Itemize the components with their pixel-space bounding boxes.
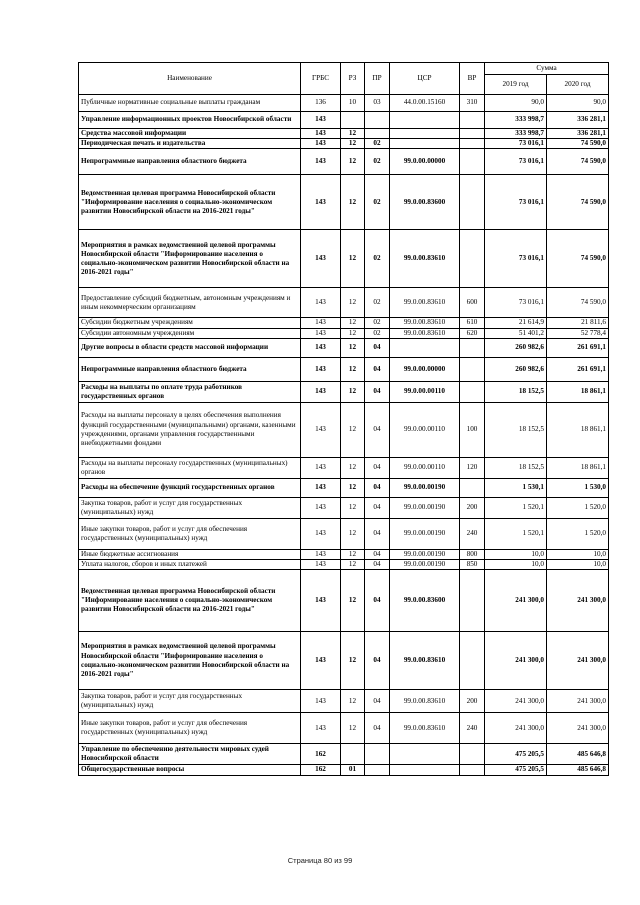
cell-2019: 333 998,7 <box>485 112 547 129</box>
cell-2020: 261 691,1 <box>547 357 609 381</box>
cell-name: Мероприятия в рамках ведомственной целевой программы Новосибирской области "Информирование населения о социально-экономическом развитии Новосибирской области на 2016-2021 годы" <box>79 632 301 690</box>
cell-rz: 12 <box>341 381 365 402</box>
cell-2019: 10,0 <box>485 560 547 570</box>
table-row <box>79 338 609 357</box>
cell-2019: 10,0 <box>485 549 547 559</box>
cell-2019: 241 300,0 <box>485 632 547 690</box>
cell-rz: 12 <box>341 560 365 570</box>
cell-pr: 04 <box>365 632 390 690</box>
table-row <box>79 744 609 765</box>
cell-rz <box>341 112 365 129</box>
cell-grbs: 143 <box>301 357 341 381</box>
table-row <box>79 690 609 713</box>
cell-2019: 73 016,1 <box>485 288 547 318</box>
cell-csr: 99.0.00.83600 <box>390 570 460 632</box>
cell-grbs: 143 <box>301 149 341 175</box>
cell-name: Расходы на выплаты персоналу государственных (муниципальных) органов <box>79 457 301 478</box>
cell-rz: 12 <box>341 328 365 338</box>
cell-rz: 12 <box>341 690 365 713</box>
cell-grbs: 143 <box>301 112 341 129</box>
cell-csr: 99.0.00.00110 <box>390 457 460 478</box>
cell-grbs: 162 <box>301 765 341 775</box>
cell-vr: 100 <box>460 402 485 457</box>
table-row <box>79 549 609 559</box>
header-2020: 2020 год <box>547 75 609 95</box>
cell-name: Непрограммные направления областного бюджета <box>79 357 301 381</box>
cell-csr: 99.0.00.00190 <box>390 560 460 570</box>
cell-vr <box>460 338 485 357</box>
header-rz: РЗ <box>341 63 365 95</box>
cell-grbs: 143 <box>301 139 341 149</box>
cell-grbs: 143 <box>301 402 341 457</box>
cell-2019: 73 016,1 <box>485 230 547 288</box>
cell-rz: 12 <box>341 230 365 288</box>
cell-grbs: 143 <box>301 570 341 632</box>
table-body <box>79 95 609 776</box>
cell-csr <box>390 129 460 139</box>
cell-csr: 99.0.00.83610 <box>390 288 460 318</box>
cell-2019: 260 982,6 <box>485 338 547 357</box>
cell-csr: 44.0.00.15160 <box>390 95 460 112</box>
page-footer: Страница 80 из 99 <box>287 856 353 865</box>
cell-name: Иные закупки товаров, работ и услуг для обеспечения государственных (муниципальных) нужд <box>79 518 301 549</box>
cell-2020: 18 861,1 <box>547 381 609 402</box>
table-row <box>79 402 609 457</box>
budget-table <box>78 62 609 776</box>
cell-rz: 12 <box>341 570 365 632</box>
cell-grbs: 143 <box>301 175 341 230</box>
cell-csr: 99.0.00.00000 <box>390 149 460 175</box>
cell-vr <box>460 175 485 230</box>
table-row <box>79 129 609 139</box>
table-row <box>79 765 609 775</box>
cell-csr: 99.0.00.00190 <box>390 478 460 497</box>
cell-grbs: 143 <box>301 632 341 690</box>
cell-pr: 04 <box>365 560 390 570</box>
cell-name: Средства массовой информации <box>79 129 301 139</box>
cell-grbs: 143 <box>301 288 341 318</box>
cell-pr <box>365 129 390 139</box>
cell-2020: 1 530,0 <box>547 478 609 497</box>
cell-name: Закупка товаров, работ и услуг для государственных (муниципальных) нужд <box>79 690 301 713</box>
cell-csr: 99.0.00.00190 <box>390 497 460 518</box>
cell-grbs: 143 <box>301 381 341 402</box>
cell-2020: 90,0 <box>547 95 609 112</box>
cell-pr: 02 <box>365 149 390 175</box>
cell-rz: 12 <box>341 632 365 690</box>
cell-2019: 475 205,5 <box>485 744 547 765</box>
cell-name: Субсидии бюджетным учреждениям <box>79 318 301 328</box>
cell-csr <box>390 744 460 765</box>
table-row <box>79 175 609 230</box>
cell-grbs: 143 <box>301 478 341 497</box>
cell-grbs: 143 <box>301 338 341 357</box>
table-row <box>79 497 609 518</box>
header-sum: Сумма <box>485 63 609 75</box>
cell-2019: 241 300,0 <box>485 713 547 744</box>
table-row <box>79 632 609 690</box>
table-row <box>79 112 609 129</box>
cell-2020: 10,0 <box>547 549 609 559</box>
table-row <box>79 560 609 570</box>
cell-2019: 18 152,5 <box>485 381 547 402</box>
table-row <box>79 288 609 318</box>
cell-rz <box>341 744 365 765</box>
cell-csr: 99.0.00.00110 <box>390 381 460 402</box>
cell-2020: 52 778,4 <box>547 328 609 338</box>
cell-2020: 241 300,0 <box>547 690 609 713</box>
cell-2020: 241 300,0 <box>547 713 609 744</box>
cell-2020: 10,0 <box>547 560 609 570</box>
cell-2020: 336 281,1 <box>547 129 609 139</box>
cell-2019: 241 300,0 <box>485 570 547 632</box>
cell-2019: 21 614,9 <box>485 318 547 328</box>
cell-name: Периодическая печать и издательства <box>79 139 301 149</box>
cell-2020: 74 590,0 <box>547 139 609 149</box>
cell-vr: 200 <box>460 497 485 518</box>
cell-2019: 333 998,7 <box>485 129 547 139</box>
cell-2019: 260 982,6 <box>485 357 547 381</box>
cell-grbs: 143 <box>301 560 341 570</box>
cell-csr: 99.0.00.83610 <box>390 318 460 328</box>
cell-pr: 02 <box>365 288 390 318</box>
cell-csr: 99.0.00.00110 <box>390 402 460 457</box>
cell-pr: 03 <box>365 95 390 112</box>
cell-pr: 02 <box>365 139 390 149</box>
cell-name: Мероприятия в рамках ведомственной целевой программы Новосибирской области "Информирование населения о социально-экономическом развитии Новосибирской области на 2016-2021 годы" <box>79 230 301 288</box>
cell-2020: 336 281,1 <box>547 112 609 129</box>
cell-name: Общегосударственные вопросы <box>79 765 301 775</box>
cell-2019: 241 300,0 <box>485 690 547 713</box>
cell-rz: 12 <box>341 402 365 457</box>
cell-pr: 04 <box>365 518 390 549</box>
cell-2020: 1 520,0 <box>547 518 609 549</box>
cell-2019: 90,0 <box>485 95 547 112</box>
cell-csr: 99.0.00.83600 <box>390 175 460 230</box>
cell-vr: 240 <box>460 518 485 549</box>
cell-vr <box>460 230 485 288</box>
cell-name: Субсидии автономным учреждениям <box>79 328 301 338</box>
cell-vr <box>460 129 485 139</box>
table-row <box>79 518 609 549</box>
cell-pr: 04 <box>365 549 390 559</box>
cell-name: Расходы на выплаты персоналу в целях обеспечения выполнения функций государственными (муниципальными) органами, казенными учреждениями, органами управления государственными внебюджетными фондами <box>79 402 301 457</box>
cell-pr: 02 <box>365 175 390 230</box>
cell-name: Расходы на обеспечение функций государственных органов <box>79 478 301 497</box>
cell-csr: 99.0.00.83610 <box>390 690 460 713</box>
cell-vr <box>460 478 485 497</box>
cell-2019: 1 520,1 <box>485 518 547 549</box>
table-row <box>79 328 609 338</box>
cell-pr: 04 <box>365 690 390 713</box>
cell-pr <box>365 112 390 129</box>
cell-2020: 74 590,0 <box>547 230 609 288</box>
cell-name: Ведомственная целевая программа Новосибирской области "Информирование населения о социально-экономическом развитии Новосибирской области на 2016-2021 годы" <box>79 570 301 632</box>
cell-csr <box>390 112 460 129</box>
header-vr: ВР <box>460 63 485 95</box>
cell-name: Закупка товаров, работ и услуг для государственных (муниципальных) нужд <box>79 497 301 518</box>
cell-2019: 73 016,1 <box>485 175 547 230</box>
cell-vr <box>460 632 485 690</box>
cell-pr: 04 <box>365 457 390 478</box>
cell-pr: 02 <box>365 328 390 338</box>
cell-grbs: 143 <box>301 690 341 713</box>
header-2019: 2019 год <box>485 75 547 95</box>
cell-vr: 610 <box>460 318 485 328</box>
cell-grbs: 143 <box>301 713 341 744</box>
cell-rz: 10 <box>341 95 365 112</box>
cell-name: Управление информационных проектов Новосибирской области <box>79 112 301 129</box>
cell-name: Непрограммные направления областного бюджета <box>79 149 301 175</box>
cell-vr: 620 <box>460 328 485 338</box>
table-row <box>79 457 609 478</box>
cell-2019: 51 401,2 <box>485 328 547 338</box>
cell-name: Управление по обеспечению деятельности мировых судей Новосибирской области <box>79 744 301 765</box>
cell-rz: 12 <box>341 713 365 744</box>
cell-pr: 04 <box>365 338 390 357</box>
cell-csr: 99.0.00.00190 <box>390 549 460 559</box>
cell-vr: 850 <box>460 560 485 570</box>
cell-pr: 04 <box>365 402 390 457</box>
table-row <box>79 478 609 497</box>
cell-pr: 04 <box>365 357 390 381</box>
cell-2020: 18 861,1 <box>547 402 609 457</box>
cell-vr: 120 <box>460 457 485 478</box>
cell-2019: 18 152,5 <box>485 402 547 457</box>
cell-rz: 12 <box>341 175 365 230</box>
table-row <box>79 713 609 744</box>
cell-vr <box>460 570 485 632</box>
cell-2019: 18 152,5 <box>485 457 547 478</box>
cell-rz: 12 <box>341 129 365 139</box>
cell-name: Публичные нормативные социальные выплаты гражданам <box>79 95 301 112</box>
cell-2019: 1 520,1 <box>485 497 547 518</box>
cell-name: Ведомственная целевая программа Новосибирской области "Информирование населения о социально-экономическом развитии Новосибирской области на 2016-2021 годы" <box>79 175 301 230</box>
cell-rz: 01 <box>341 765 365 775</box>
table-row <box>79 139 609 149</box>
cell-name: Иные бюджетные ассигнования <box>79 549 301 559</box>
cell-pr: 04 <box>365 570 390 632</box>
cell-name: Другие вопросы в области средств массовой информации <box>79 338 301 357</box>
cell-name: Уплата налогов, сборов и иных платежей <box>79 560 301 570</box>
table-row <box>79 95 609 112</box>
cell-csr <box>390 338 460 357</box>
table-row <box>79 381 609 402</box>
table-row <box>79 149 609 175</box>
cell-pr: 04 <box>365 713 390 744</box>
cell-grbs: 143 <box>301 497 341 518</box>
cell-vr <box>460 139 485 149</box>
cell-rz: 12 <box>341 338 365 357</box>
cell-vr <box>460 112 485 129</box>
header-pr: ПР <box>365 63 390 95</box>
cell-grbs: 143 <box>301 328 341 338</box>
cell-rz: 12 <box>341 288 365 318</box>
cell-vr: 800 <box>460 549 485 559</box>
cell-2020: 18 861,1 <box>547 457 609 478</box>
cell-vr <box>460 149 485 175</box>
cell-vr <box>460 765 485 775</box>
table-row <box>79 318 609 328</box>
cell-2020: 74 590,0 <box>547 288 609 318</box>
cell-csr: 99.0.00.83610 <box>390 328 460 338</box>
cell-grbs: 162 <box>301 744 341 765</box>
cell-pr: 04 <box>365 497 390 518</box>
header-csr: ЦСР <box>390 63 460 95</box>
cell-csr: 99.0.00.83610 <box>390 632 460 690</box>
cell-csr: 99.0.00.00190 <box>390 518 460 549</box>
table-row <box>79 570 609 632</box>
header-name: Наименование <box>79 63 301 95</box>
cell-vr: 310 <box>460 95 485 112</box>
cell-rz: 12 <box>341 518 365 549</box>
cell-vr <box>460 744 485 765</box>
cell-2020: 241 300,0 <box>547 570 609 632</box>
cell-2020: 261 691,1 <box>547 338 609 357</box>
cell-2020: 1 520,0 <box>547 497 609 518</box>
cell-pr <box>365 765 390 775</box>
cell-rz: 12 <box>341 497 365 518</box>
cell-name: Иные закупки товаров, работ и услуг для обеспечения государственных (муниципальных) нужд <box>79 713 301 744</box>
cell-vr <box>460 381 485 402</box>
table-row <box>79 357 609 381</box>
cell-csr <box>390 765 460 775</box>
cell-grbs: 143 <box>301 549 341 559</box>
cell-grbs: 136 <box>301 95 341 112</box>
cell-name: Предоставление субсидий бюджетным, автономным учреждениям и иным некоммерческим организациям <box>79 288 301 318</box>
cell-vr: 200 <box>460 690 485 713</box>
cell-rz: 12 <box>341 478 365 497</box>
cell-2020: 21 811,6 <box>547 318 609 328</box>
cell-rz: 12 <box>341 457 365 478</box>
cell-2020: 485 646,8 <box>547 765 609 775</box>
cell-pr: 04 <box>365 381 390 402</box>
cell-2019: 1 530,1 <box>485 478 547 497</box>
cell-2019: 73 016,1 <box>485 149 547 175</box>
cell-2020: 74 590,0 <box>547 175 609 230</box>
cell-pr <box>365 744 390 765</box>
cell-2019: 73 016,1 <box>485 139 547 149</box>
cell-grbs: 143 <box>301 457 341 478</box>
cell-rz: 12 <box>341 549 365 559</box>
cell-rz: 12 <box>341 139 365 149</box>
cell-vr: 600 <box>460 288 485 318</box>
cell-pr: 02 <box>365 318 390 328</box>
cell-2019: 475 205,5 <box>485 765 547 775</box>
cell-csr <box>390 139 460 149</box>
cell-grbs: 143 <box>301 129 341 139</box>
cell-grbs: 143 <box>301 518 341 549</box>
cell-2020: 241 300,0 <box>547 632 609 690</box>
cell-vr: 240 <box>460 713 485 744</box>
header-grbs: ГРБС <box>301 63 341 95</box>
cell-csr: 99.0.00.83610 <box>390 713 460 744</box>
cell-2020: 74 590,0 <box>547 149 609 175</box>
cell-2020: 485 646,8 <box>547 744 609 765</box>
cell-pr: 02 <box>365 230 390 288</box>
table-row <box>79 230 609 288</box>
cell-rz: 12 <box>341 357 365 381</box>
cell-csr: 99.0.00.00000 <box>390 357 460 381</box>
cell-vr <box>460 357 485 381</box>
cell-pr: 04 <box>365 478 390 497</box>
cell-grbs: 143 <box>301 230 341 288</box>
cell-csr: 99.0.00.83610 <box>390 230 460 288</box>
cell-grbs: 143 <box>301 318 341 328</box>
cell-rz: 12 <box>341 149 365 175</box>
cell-name: Расходы на выплаты по оплате труда работников государственных органов <box>79 381 301 402</box>
cell-rz: 12 <box>341 318 365 328</box>
